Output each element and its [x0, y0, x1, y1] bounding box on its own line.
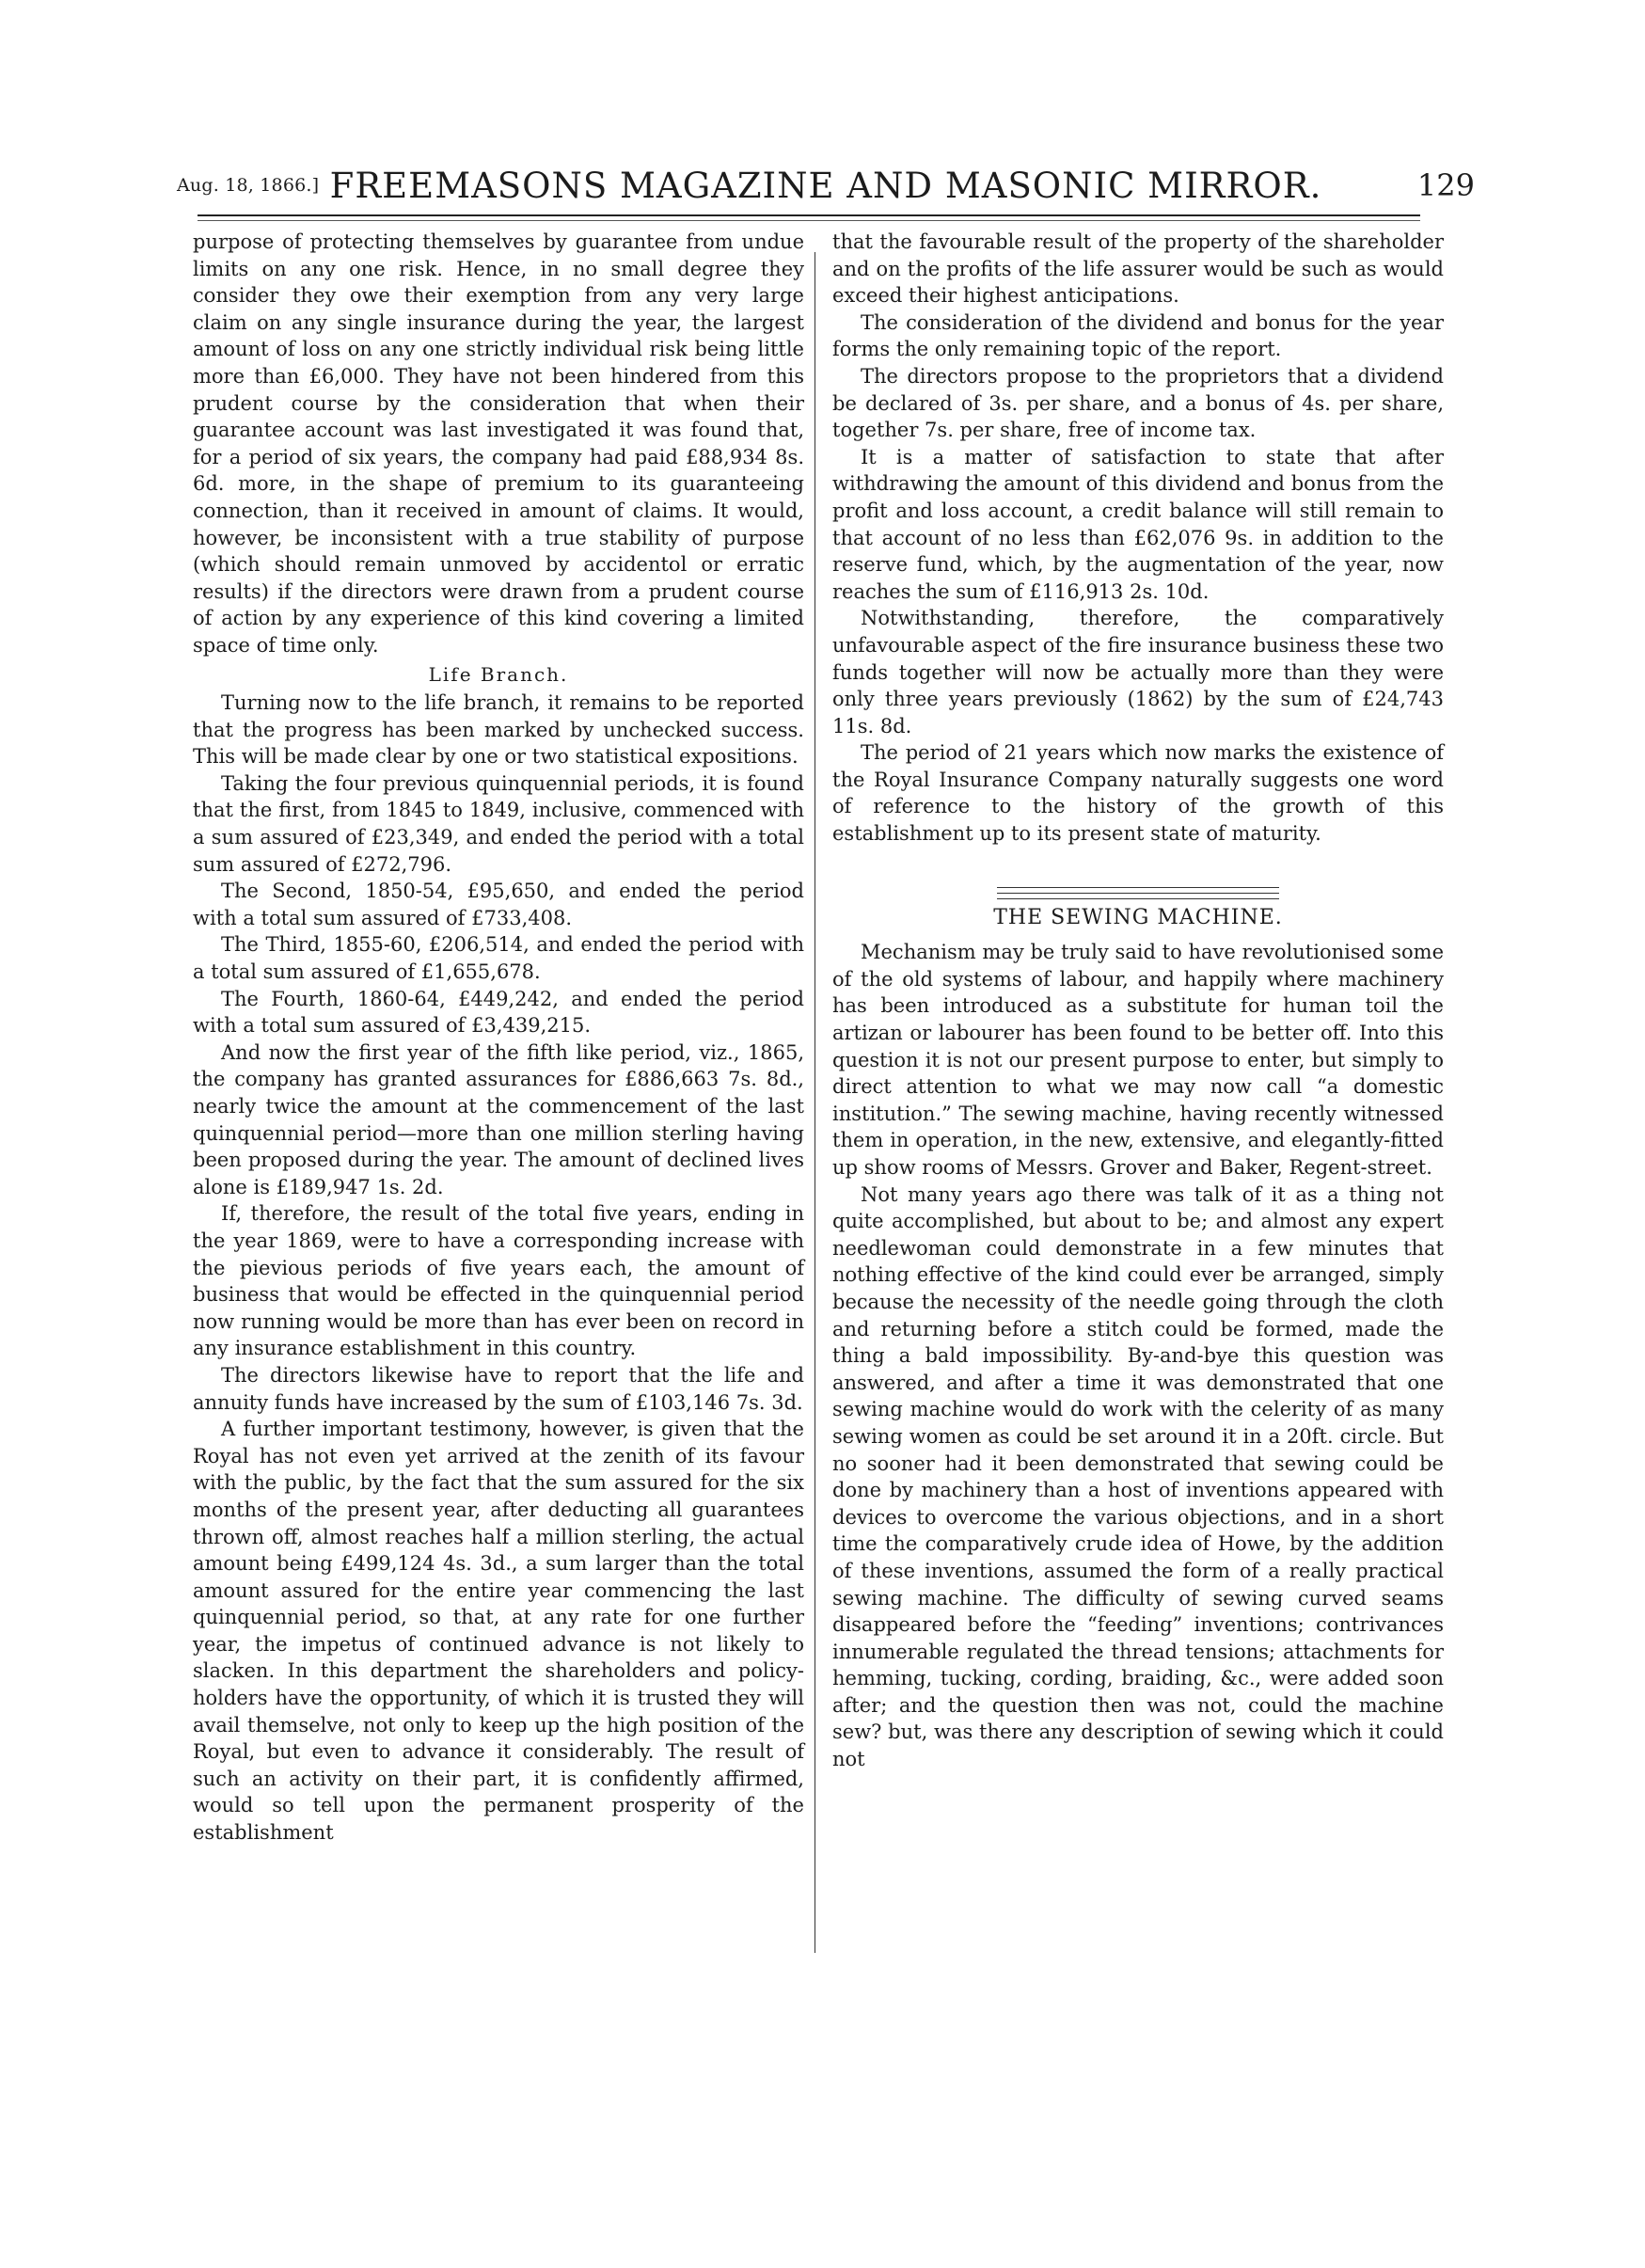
magazine-title: FREEMASONS MAGAZINE AND MASONIC MIRROR. [329, 166, 1322, 206]
paragraph: Notwithstanding, therefore, the comparatively unfavourable aspect of the fire insurance business these two funds together will now be actually more than they were only three years previously (1862) by the sum of £24,743 11s. 8d. [832, 607, 1444, 737]
right-column [832, 229, 1444, 1773]
article-title: THE SEWING MACHINE. [993, 905, 1283, 929]
paragraph: The directors likewise have to report that the life and annuity funds have increased by the sum of £103,146 7s. 3d. [193, 1363, 804, 1414]
separator-line [997, 887, 1279, 888]
paragraph: The Third, 1855-60, £206,514, and ended the period with a total sum assured of £1,655,678. [193, 933, 804, 984]
left-column [193, 229, 804, 1847]
paragraph: purpose of protecting themselves by guarantee from undue limits on any one risk. Hence, in no small degree they consider they owe their exemption from any very large claim on any single insurance during the year, the largest amount of loss on any one strictly individual risk being little more than £6,000. They have not been hindered from this prudent course by the consideration that when their guarantee account was last investigated it was found that, for a period of six years, the company had paid £88,934 8s. 6d. more, in the shape of premium to its guaranteeing connection, than it received in amount of claims. It would, however, be inconsistent with a true stability of purpose (which should remain unmoved by accidentol or erratic results) if the directors were drawn from a prudent course of action by any experience of this kind covering a limited space of time only. [193, 230, 804, 657]
header-rule-thin [198, 220, 1420, 221]
paragraph: And now the first year of the fifth like period, viz., 1865, the company has granted assurances for £886,663 7s. 8d., nearly twice the amount at the commencement of the last quinquennial period—more than one million sterling having been proposed during the year. The amount of declined lives alone is £189,947 1s. 2d. [193, 1040, 804, 1198]
separator-line [997, 893, 1279, 894]
paragraph: It is a matter of satisfaction to state that after withdrawing the amount of this dividend and bonus from the profit and loss account, a credit balance will still remain to that account of no less than £62,076 9s. in addition to the reserve fund, which, by the augmentation of the year, now reaches the sum of £116,913 2s. 10d. [832, 445, 1444, 603]
paragraph: The period of 21 years which now marks the existence of the Royal Insurance Company naturally suggests one word of reference to the history of the growth of this establishment up to its present state of maturity. [832, 741, 1444, 846]
paragraph: Turning now to the life branch, it remains to be reported that the progress has been marked by unchecked success. This will be made clear by one or two statistical expositions. [193, 691, 804, 769]
issue-date: Aug. 18, 1866.] [177, 175, 320, 196]
paragraph: The directors propose to the proprietors that a dividend be declared of 3s. per share, and a bonus of 4s. per share, together 7s. per share, free of income tax. [832, 364, 1444, 442]
paragraph: Taking the four previous quinquennial periods, it is found that the first, from 1845 to 1849, inclusive, commenced with a sum assured of £23,349, and ended the period with a total sum assured of £272,796. [193, 771, 804, 876]
paragraph: If, therefore, the result of the total five years, ending in the year 1869, were to have a corresponding increase with the pievious periods of five years each, the amount of business that would be effected in the quinquennial period now running would be more than has ever been on record in any insurance establishment in this country. [193, 1202, 804, 1360]
paragraph: The consideration of the dividend and bonus for the year forms the only remaining topic of the report. [832, 310, 1444, 361]
section-heading: Life Branch. [428, 662, 569, 686]
header-rule [198, 214, 1420, 216]
paragraph: Not many years ago there was talk of it as a thing not quite accomplished, but about to be; and almost any expert needlewoman could demonstrate in a few minutes that nothing effective of the kind could ever be arranged, simply because the necessity of the needle going through the cloth and returning before a stitch could be formed, made the thing a bald impossibility. By-and-bye this question was answered, and after a time it was demonstrated that one sewing machine would do work with the celerity of as many sewing women as could be set around it in a 20ft. circle. But no sooner had it been demonstrated that sewing could be done by machinery than a host of inventions appeared with devices to overcome the various objections, and in a short time the comparatively crude idea of Howe, by the addition of these inventions, assumed the form of a really practical sewing machine. The difficulty of sewing curved seams disappeared before the “feeding” inventions; contrivances innumerable regulated the thread tensions; attachments for hemming, tucking, cording, braiding, &c., were added soon after; and the question then was not, could the machine sew? but, was there any description of sewing which it could not [832, 1182, 1444, 1771]
paragraph: Mechanism may be truly said to have revolutionised some of the old systems of labour, and happily where machinery has been introduced as a substitute for human toil the artizan or labourer has been found to be better off. Into this question it is not our present purpose to enter, but simply to direct attention to what we may now call “a domestic institution.” The sewing machine, having recently witnessed them in operation, in the new, extensive, and elegantly-fitted up show rooms of Messrs. Grover and Baker, Regent-street. [832, 941, 1444, 1179]
paragraph: that the favourable result of the property of the shareholder and on the profits of the life assurer would be such as would exceed their highest anticipations. [832, 230, 1444, 308]
article-separator [997, 887, 1279, 899]
paragraph: The Second, 1850-54, £95,650, and ended the period with a total sum assured of £733,408. [193, 880, 804, 929]
page-header [177, 160, 1475, 207]
paragraph: A further important testimony, however, is given that the Royal has not even yet arrived at the zenith of its favour with the public, by the fact that the sum assured for the six months of the present year, after deducting all guarantees thrown off, almost reaches half a million sterling, the actual amount being £499,124 4s. 3d., a sum larger than the total amount assured for the entire year commencing the last quinquennial period, so that, at any rate for one further year, the impetus of continued advance is not likely to slacken. In this department the shareholders and policy-holders have the opportunity, of which it is trusted they will avail themselve, not only to keep up the high position of the Royal, but even to advance it considerably. The result of such an activity on their part, it is confidently affirmed, would so tell upon the permanent prosperity of the establishment [193, 1418, 804, 1845]
page-number: 129 [1416, 167, 1475, 203]
separator-line [997, 898, 1279, 899]
paragraph: The Fourth, 1860-64, £449,242, and ended the period with a total sum assured of £3,439,215. [193, 987, 804, 1038]
